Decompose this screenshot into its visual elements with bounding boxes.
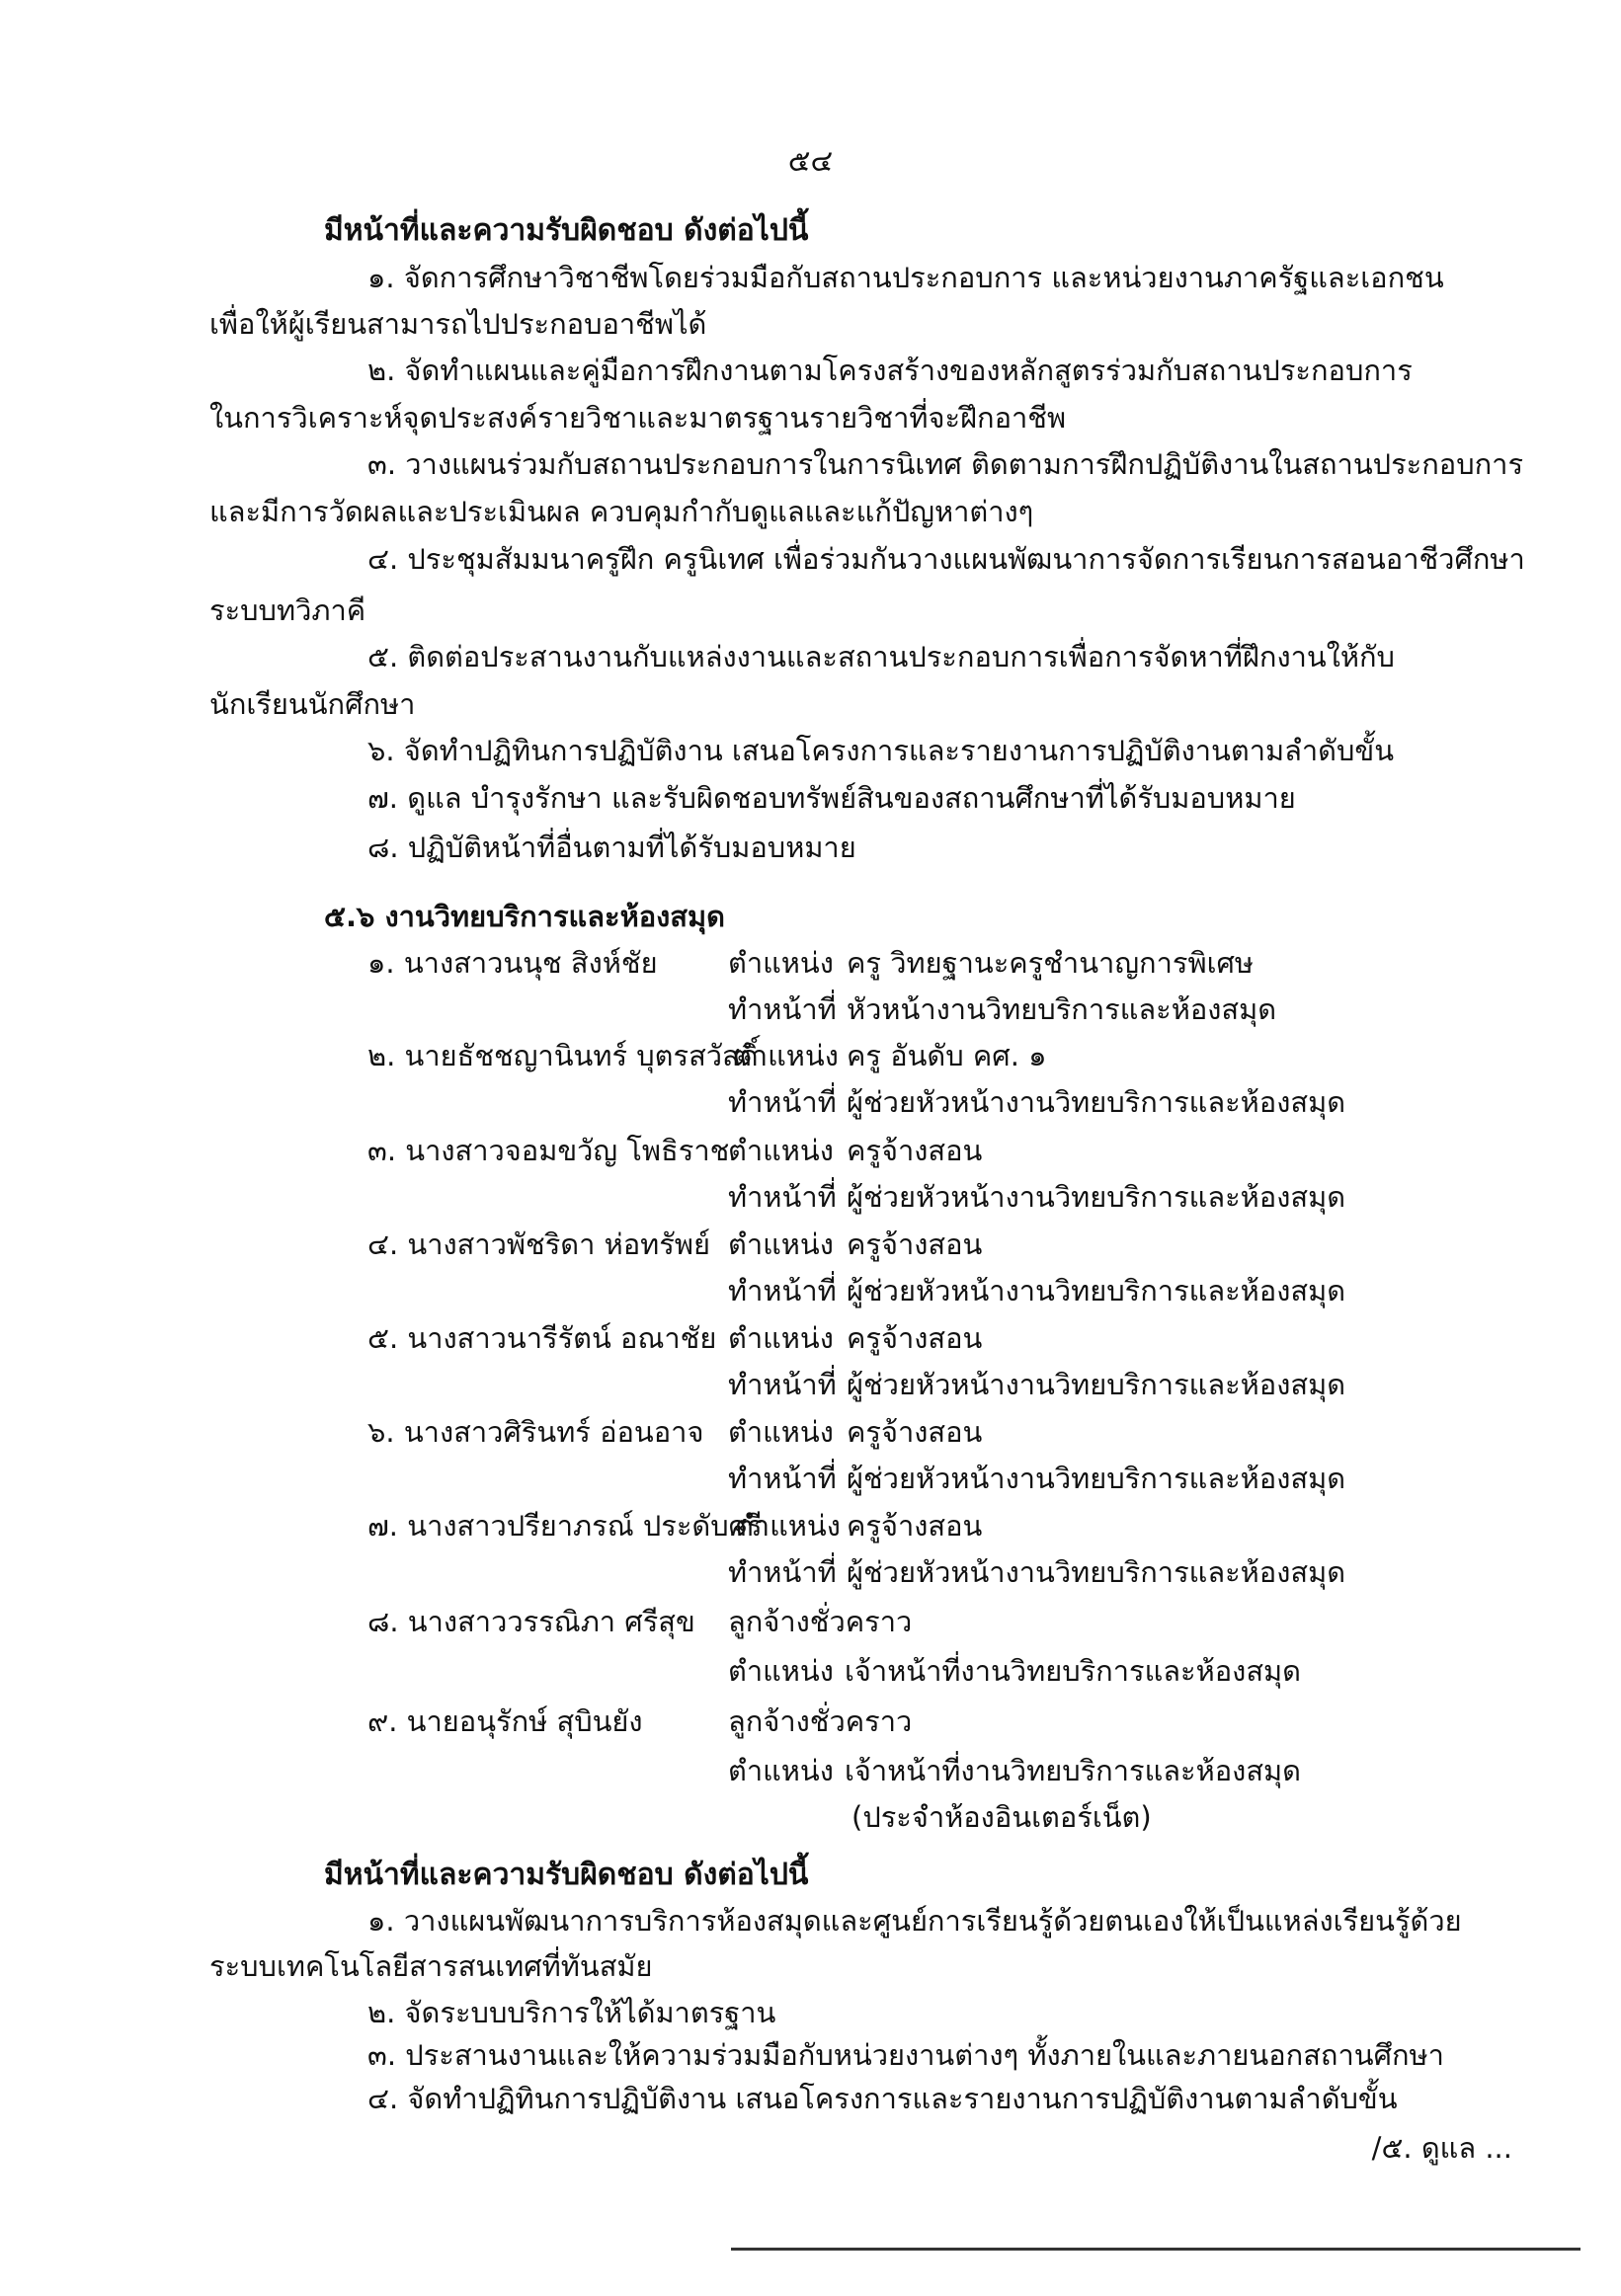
staff-label: ทำหน้าที่	[728, 992, 837, 1026]
s1-item-2-cont: ในการวิเคราะห์จุดประสงค์รายวิชาและมาตรฐานรายวิชาที่จะฝึกอาชีพ	[209, 401, 1067, 435]
staff-value: ครูจ้างสอน	[847, 1415, 983, 1449]
s1-item-6: ๖. จัดทำปฏิทินการปฏิบัติงาน เสนอโครงการและรายงานการปฏิบัติงานตามลำดับขั้น	[367, 734, 1395, 767]
footer-continuation: /๕. ดูแล ...	[1371, 2131, 1512, 2165]
staff-label: ทำหน้าที่	[728, 1085, 837, 1119]
staff-name: ๘. นางสาววรรณิภา ศรีสุข	[367, 1605, 695, 1638]
subsection-title: ๕.๖ งานวิทยบริการและห้องสมุด	[324, 900, 725, 933]
staff-value: ครูจ้างสอน	[847, 1227, 983, 1261]
s1-item-3: ๓. วางแผนร่วมกับสถานประกอบการในการนิเทศ ติดตามการฝึกปฏิบัติงานในสถานประกอบการ	[367, 447, 1524, 481]
staff-note: (ประจำห้องอินเตอร์เน็ต)	[851, 1800, 1152, 1834]
staff-value: ครู อันดับ คศ. ๑	[847, 1039, 1047, 1072]
staff-label: ตำแหน่ง	[728, 1134, 834, 1167]
staff-label: ตำแหน่ง	[728, 1321, 834, 1355]
s1-item-7: ๗. ดูแล บำรุงรักษา และรับผิดชอบทรัพย์สินของสถานศึกษาที่ได้รับมอบหมาย	[367, 781, 1296, 815]
bottom-rule	[731, 2248, 1580, 2251]
staff-value: ครูจ้างสอน	[847, 1134, 983, 1167]
s1-item-5: ๕. ติดต่อประสานงานกับแหล่งงานและสถานประกอบการเพื่อการจัดหาที่ฝึกงานให้กับ	[367, 640, 1395, 673]
staff-name: ๒. นายธัชชญานินทร์ บุตรสวัสดิ์	[367, 1039, 759, 1072]
staff-name: ๑. นางสาวนนุช สิงห์ชัย	[367, 946, 658, 980]
s1-item-5-cont: นักเรียนนักศึกษา	[209, 687, 416, 721]
staff-name: ๖. นางสาวศิรินทร์ อ่อนอาจ	[367, 1415, 704, 1449]
s1-item-1: ๑. จัดการศึกษาวิชาชีพโดยร่วมมือกับสถานประกอบการ และหน่วยงานภาครัฐและเอกชน	[367, 261, 1444, 294]
staff-label: ลูกจ้างชั่วคราว	[728, 1605, 913, 1638]
staff-value: ผู้ช่วยหัวหน้างานวิทยบริการและห้องสมุด	[847, 1368, 1346, 1401]
staff-name: ๕. นางสาวนารีรัตน์ อณาชัย	[367, 1321, 717, 1355]
staff-value: เจ้าหน้าที่งานวิทยบริการและห้องสมุด	[845, 1754, 1301, 1787]
staff-label: ตำแหน่ง	[728, 946, 834, 980]
staff-value: หัวหน้างานวิทยบริการและห้องสมุด	[847, 992, 1277, 1026]
staff-value: เจ้าหน้าที่งานวิทยบริการและห้องสมุด	[845, 1654, 1301, 1688]
s2-item-1: ๑. วางแผนพัฒนาการบริการห้องสมุดและศูนย์การเรียนรู้ด้วยตนเองให้เป็นแหล่งเรียนรู้ด้วย	[367, 1904, 1462, 1938]
s1-item-8: ๘. ปฏิบัติหน้าที่อื่นตามที่ได้รับมอบหมาย	[367, 831, 856, 864]
staff-label: ทำหน้าที่	[728, 1180, 837, 1214]
staff-name: ๔. นางสาวพัชริดา ห่อทรัพย์	[367, 1227, 710, 1261]
staff-value: ครู วิทยฐานะครูชำนาญการพิเศษ	[847, 946, 1255, 980]
staff-label: ตำแหน่ง	[728, 1754, 834, 1787]
s1-item-4: ๔. ประชุมสัมมนาครูฝึก ครูนิเทศ เพื่อร่วมกันวางแผนพัฒนาการจัดการเรียนการสอนอาชีวศึกษา	[367, 542, 1525, 576]
s1-item-4-cont: ระบบทวิภาคี	[209, 594, 366, 627]
staff-value: ครูจ้างสอน	[847, 1321, 983, 1355]
staff-label: ตำแหน่ง	[728, 1415, 834, 1449]
s1-item-3-cont: และมีการวัดผลและประเมินผล ควบคุมกำกับดูแลและแก้ปัญหาต่างๆ	[209, 495, 1034, 528]
staff-value: ผู้ช่วยหัวหน้างานวิทยบริการและห้องสมุด	[847, 1274, 1346, 1307]
staff-label: ทำหน้าที่	[728, 1462, 837, 1495]
staff-name: ๗. นางสาวปรียาภรณ์ ประดับศรี	[367, 1509, 763, 1543]
staff-label: ตำแหน่ง	[728, 1654, 834, 1688]
staff-value: ผู้ช่วยหัวหน้างานวิทยบริการและห้องสมุด	[847, 1085, 1346, 1119]
s1-item-2: ๒. จัดทำแผนและคู่มือการฝึกงานตามโครงสร้างของหลักสูตรร่วมกับสถานประกอบการ	[367, 354, 1413, 387]
staff-label: ตำแหน่ง	[733, 1039, 839, 1072]
staff-label: ตำแหน่ง	[735, 1509, 841, 1543]
staff-label: ลูกจ้างชั่วคราว	[728, 1704, 913, 1738]
staff-label: ทำหน้าที่	[728, 1368, 837, 1401]
staff-value: ผู้ช่วยหัวหน้างานวิทยบริการและห้องสมุด	[847, 1555, 1346, 1589]
staff-value: ครูจ้างสอน	[847, 1509, 983, 1543]
section2-heading: มีหน้าที่และความรับผิดชอบ ดังต่อไปนี้	[324, 1858, 809, 1892]
staff-label: ทำหน้าที่	[728, 1555, 837, 1589]
staff-label: ทำหน้าที่	[728, 1274, 837, 1307]
page-number: ๕๔	[787, 144, 834, 179]
staff-name: ๓. นางสาวจอมขวัญ โพธิราช	[367, 1134, 730, 1167]
staff-value: ผู้ช่วยหัวหน้างานวิทยบริการและห้องสมุด	[847, 1462, 1346, 1495]
s1-item-1-cont: เพื่อให้ผู้เรียนสามารถไปประกอบอาชีพได้	[209, 307, 707, 341]
s2-item-2: ๒. จัดระบบบริการให้ได้มาตรฐาน	[367, 1996, 776, 2029]
s2-item-4: ๔. จัดทำปฏิทินการปฏิบัติงาน เสนอโครงการและรายงานการปฏิบัติงานตามลำดับขั้น	[367, 2082, 1398, 2115]
s2-item-1-cont: ระบบเทคโนโลยีสารสนเทศที่ทันสมัย	[209, 1949, 653, 1983]
section1-heading: มีหน้าที่และความรับผิดชอบ ดังต่อไปนี้	[324, 213, 809, 248]
staff-label: ตำแหน่ง	[728, 1227, 834, 1261]
staff-name: ๙. นายอนุรักษ์ สุบินยัง	[367, 1704, 643, 1738]
s2-item-3: ๓. ประสานงานและให้ความร่วมมือกับหน่วยงานต่างๆ ทั้งภายในและภายนอกสถานศึกษา	[367, 2038, 1444, 2072]
staff-value: ผู้ช่วยหัวหน้างานวิทยบริการและห้องสมุด	[847, 1180, 1346, 1214]
